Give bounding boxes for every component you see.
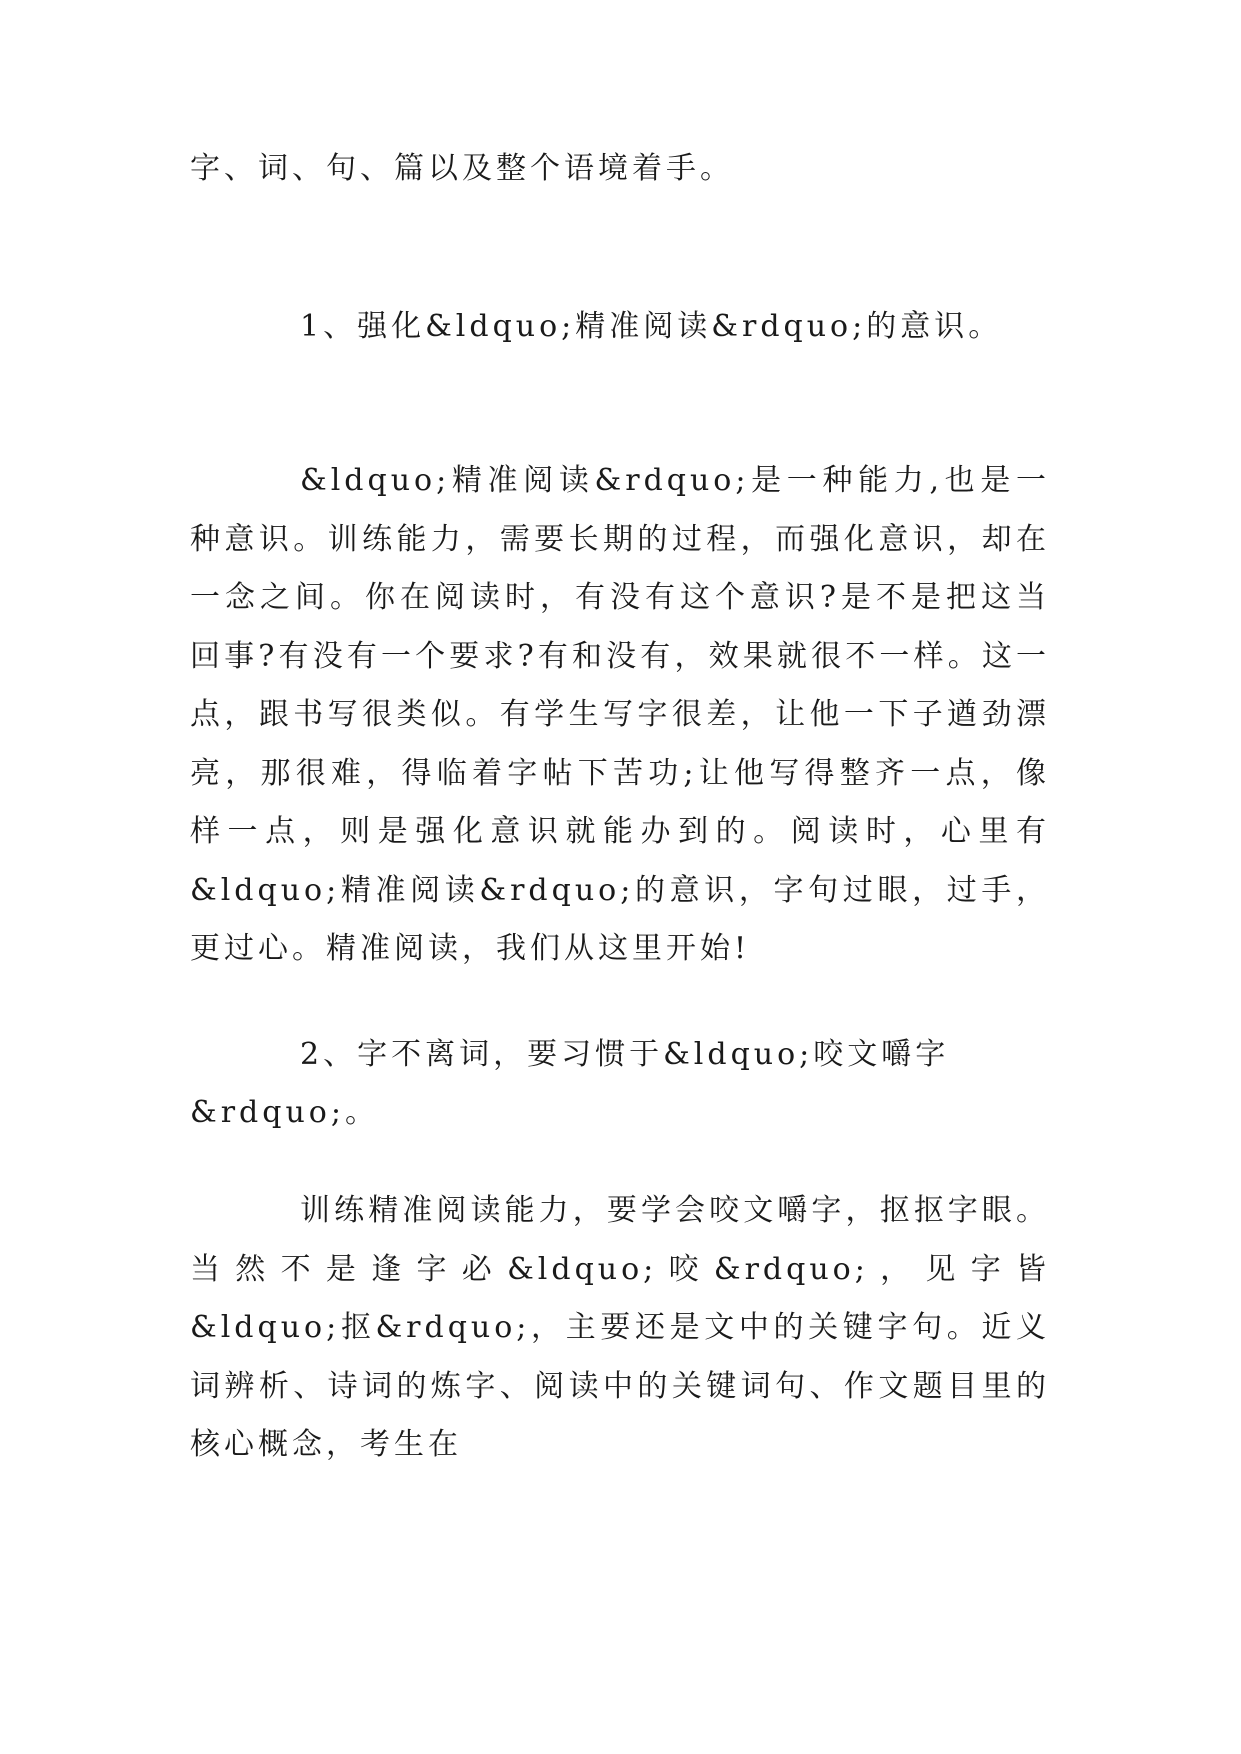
section-heading-1: 1、强化&ldquo;精准阅读&rdquo;的意识。 bbox=[300, 309, 1003, 344]
paragraph-1: &ldquo;精准阅读&rdquo;是一种能力,也是一种意识。训练能力，需要长期的过程，而强化意识，却在一念之间。你在阅读时，有没有这个意识?是不是把这当回事?有没有一个要求?有和没有，效果就很不一样。这一点，跟书写很类似。有学生写字很差，让他一下子遒劲漂亮，那很难，得临着字帖下苦功;让他写得整齐一点，像样一点，则是强化意识就能办到的。阅读时，心里有&ldquo;精准阅读&rdquo;的意识，字句过眼，过手，更过心。精准阅读，我们从这里开始! bbox=[190, 463, 1050, 966]
text-line-top: 字、词、句、篇以及整个语境着手。 bbox=[190, 151, 734, 186]
section-heading-2: 2、字不离词，要习惯于&ldquo;咬文嚼字&rdquo;。 bbox=[190, 1037, 950, 1130]
paragraph-2: 训练精准阅读能力，要学会咬文嚼字，抠抠字眼。当然不是逢字必&ldquo;咬&rdquo;，见字皆&ldquo;抠&rdquo;，主要还是文中的关键字句。近义词辨析、诗词的炼字、阅读中的关键词句、作文题目里的核心概念，考生在 bbox=[190, 1193, 1050, 1462]
